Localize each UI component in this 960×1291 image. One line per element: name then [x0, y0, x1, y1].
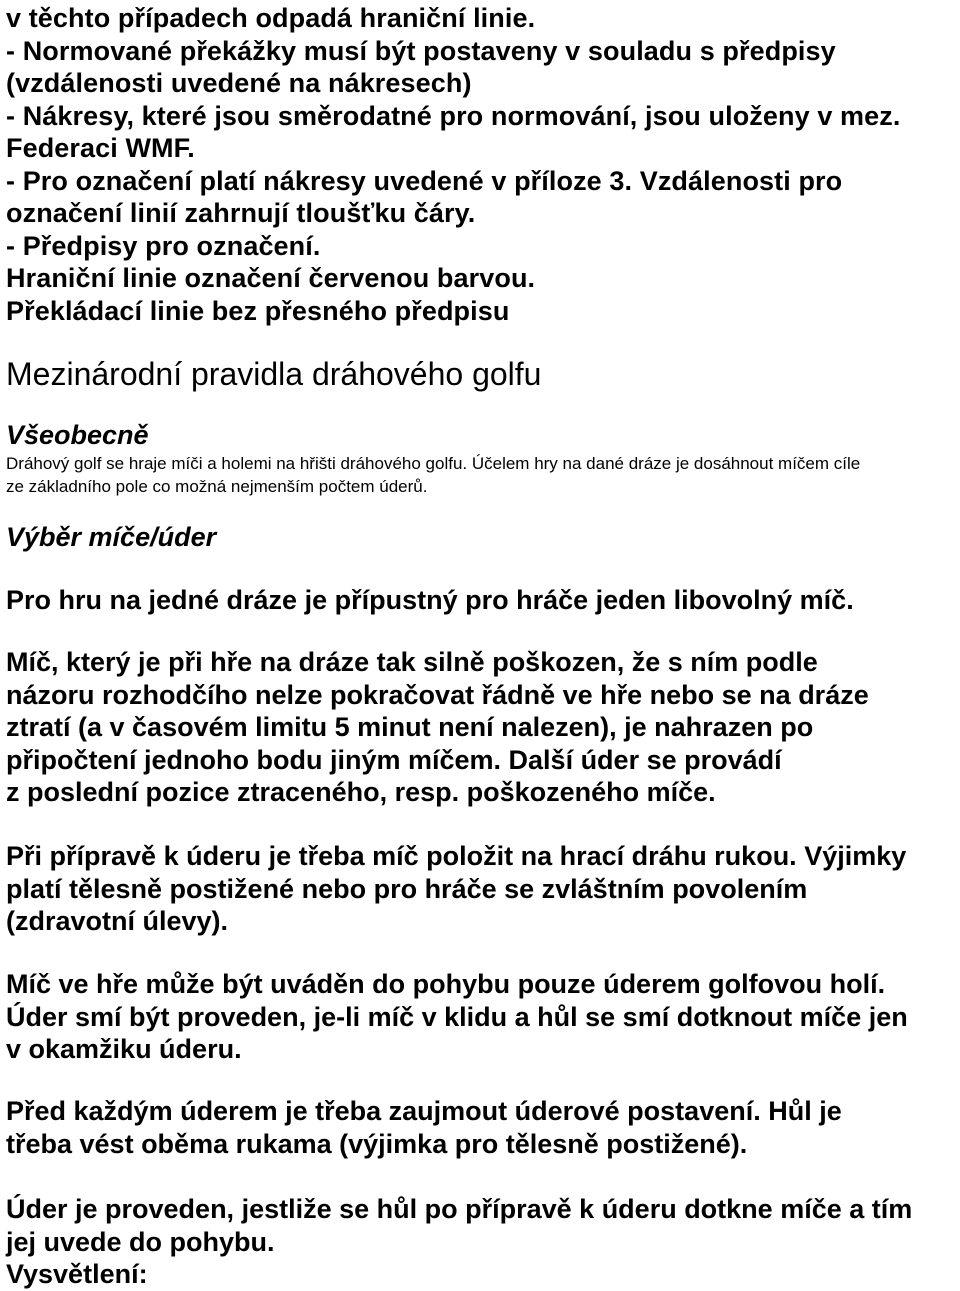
intro-text-block: [6, 0, 954, 327]
paragraph-line: názoru rozhodčího nelze pokračovat řádně ve hře nebo se na dráze: [6, 679, 869, 710]
intro-line: - Normované překážky musí být postaveny v souladu s předpisy: [6, 35, 836, 66]
intro-line: (vzdálenosti uvedené na nákresech): [6, 68, 472, 98]
paragraph-line: Úder smí být proveden, je-li míč v klidu a hůl se smí dotknout míče jen: [6, 1001, 908, 1032]
section-vseobecne-text: [6, 452, 956, 498]
paragraph-line: Míč, který je při hře na dráze tak silně poškozen, že s ním podle: [6, 647, 818, 677]
paragraph: [6, 646, 869, 809]
intro-line: Federaci WMF.: [6, 133, 195, 163]
paragraph: [6, 1193, 912, 1258]
paragraph-line: připočtení jednoho bodu jiným míčem. Další úder se provádí: [6, 744, 782, 775]
section-heading-vseobecne: Všeobecně: [6, 420, 149, 450]
intro-line: označení linií zahrnují tloušťku čáry.: [6, 198, 476, 228]
intro-line: - Předpisy pro označení.: [6, 230, 321, 261]
paragraph-line: platí tělesně postižené nebo pro hráče se zvláštním povolením: [6, 873, 808, 904]
body-line: Dráhový golf se hraje míči a holemi na hřišti dráhového golfu. Účelem hry na dané dráze je dosáhnout míčem cíle: [6, 454, 861, 473]
paragraph: [6, 1095, 842, 1160]
paragraph-line: Pro hru na jedné dráze je přípustný pro hráče jeden libovolný míč.: [6, 585, 854, 615]
paragraph: [6, 968, 908, 1066]
paragraph-line: v okamžiku úderu.: [6, 1034, 242, 1065]
paragraph-line: (zdravotní úlevy).: [6, 906, 229, 937]
section-heading-vyber: Výběr míče/úder: [6, 522, 217, 552]
paragraph: [6, 840, 906, 938]
paragraph-line: z poslední pozice ztraceného, resp. poškozeného míče.: [6, 777, 716, 808]
document-title: Mezinárodní pravidla dráhového golfu: [6, 356, 542, 392]
paragraph-line: jej uvede do pohybu.: [6, 1226, 275, 1257]
intro-line: Překládací linie bez přesného předpisu: [6, 295, 510, 326]
intro-line: v těchto případech odpadá hraniční linie.: [6, 3, 536, 33]
paragraph-line: Před každým úderem je třeba zaujmout úderové postavení. Hůl je: [6, 1096, 842, 1126]
closing-label: Vysvětlení:: [6, 1259, 148, 1289]
paragraph-line: ztratí (a v časovém limitu 5 minut není nalezen), je nahrazen po: [6, 712, 814, 743]
paragraph-line: Míč ve hře může být uváděn do pohybu pouze úderem golfovou holí.: [6, 969, 886, 999]
intro-line: - Nákresy, které jsou směrodatné pro normování, jsou uloženy v mez.: [6, 100, 901, 131]
paragraph-line: třeba vést oběma rukama (výjimka pro tělesně postižené).: [6, 1128, 748, 1159]
body-line: ze základního pole co možná nejmenším počtem úderů.: [6, 477, 428, 496]
paragraph: [6, 584, 854, 617]
intro-line: - Pro označení platí nákresy uvedené v příloze 3. Vzdálenosti pro: [6, 165, 843, 196]
paragraph-line: Při přípravě k úderu je třeba míč položit na hrací dráhu rukou. Výjimky: [6, 841, 907, 871]
intro-line: Hraniční linie označení červenou barvou.: [6, 263, 536, 293]
paragraph-line: Úder je proveden, jestliže se hůl po přípravě k úderu dotkne míče a tím: [6, 1194, 913, 1224]
